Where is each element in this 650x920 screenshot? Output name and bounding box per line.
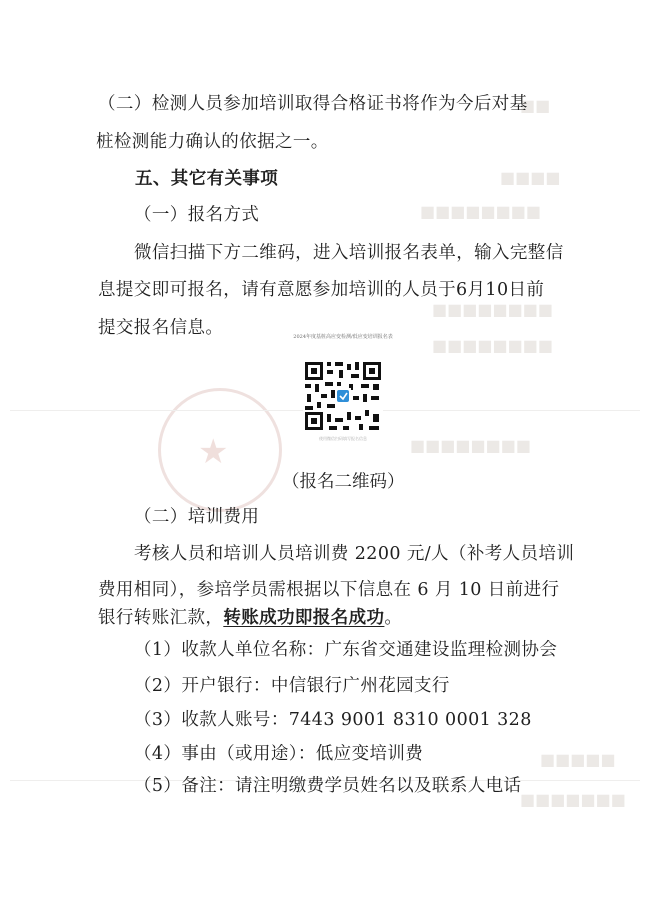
section2-item2-line1: （二）检测人员参加培训取得合格证书将作为今后对基 [98,94,528,114]
qr-code-block [282,334,404,450]
payment-item-2: （2）开户银行：中信银行广州花园支行 [134,676,450,696]
fee-line3-end: 。 [384,608,403,628]
qr-title: 2024年度基桩高应变检测/低应变培训报名表 [293,334,393,340]
fee-line3 [98,606,402,630]
seal-star-show-through: ★ [198,432,229,472]
payment-item-3: （3）收款人账号：7443 9001 8310 0001 328 [134,710,532,730]
section2-item2-line2: 桩检测能力确认的依据之一。 [96,132,329,152]
fee-heading: （二）培训费用 [134,507,260,527]
fee-line3-text: 银行转账汇款， [98,608,224,628]
fee-line2: 费用相同），参培学员需根据以下信息在 6 月 10 日前进行 [98,580,560,600]
payment-item-5: （5）备注：请注明缴费学员姓名以及联系人电话 [134,776,522,796]
qr-caption: （报名二维码） [282,472,405,492]
reverse-text-show-through: ■■■■■■■■ [410,436,531,455]
reverse-text-show-through: ■■ [520,96,551,115]
payment-item-1: （1）收款人单位名称：广东省交通建设监理检测协会 [134,640,558,660]
fee-line3-emphasis: 转账成功即报名成功 [223,608,385,628]
reverse-text-show-through: ■■■■■■■ [520,790,626,809]
qr-footer-note: 使用微信扫码填写报名信息 [319,436,367,441]
reverse-text-show-through: ■■■■■■■■ [432,336,553,355]
section5-heading: 五、其它有关事项 [135,169,279,189]
reverse-text-show-through: ■■■■■■■■ [420,202,541,221]
reverse-text-show-through: ■■■■■■■■ [432,300,553,319]
registration-line2: 息提交即可报名，请有意愿参加培训的人员于6月10日前 [98,280,545,300]
fee-line1: 考核人员和培训人员培训费 2200 元/人（补考人员培训 [134,544,575,564]
registration-heading: （一）报名方式 [134,205,260,225]
registration-line3: 提交报名信息。 [98,318,224,338]
reverse-text-show-through: ■■■■ [500,168,561,187]
payment-item-4: （4）事由（或用途）：低应变培训费 [134,744,424,764]
registration-line1: 微信扫描下方二维码，进入培训报名表单，输入完整信 [134,243,564,263]
qr-code-icon [303,360,383,432]
reverse-text-show-through: ■■■■■ [540,750,616,769]
